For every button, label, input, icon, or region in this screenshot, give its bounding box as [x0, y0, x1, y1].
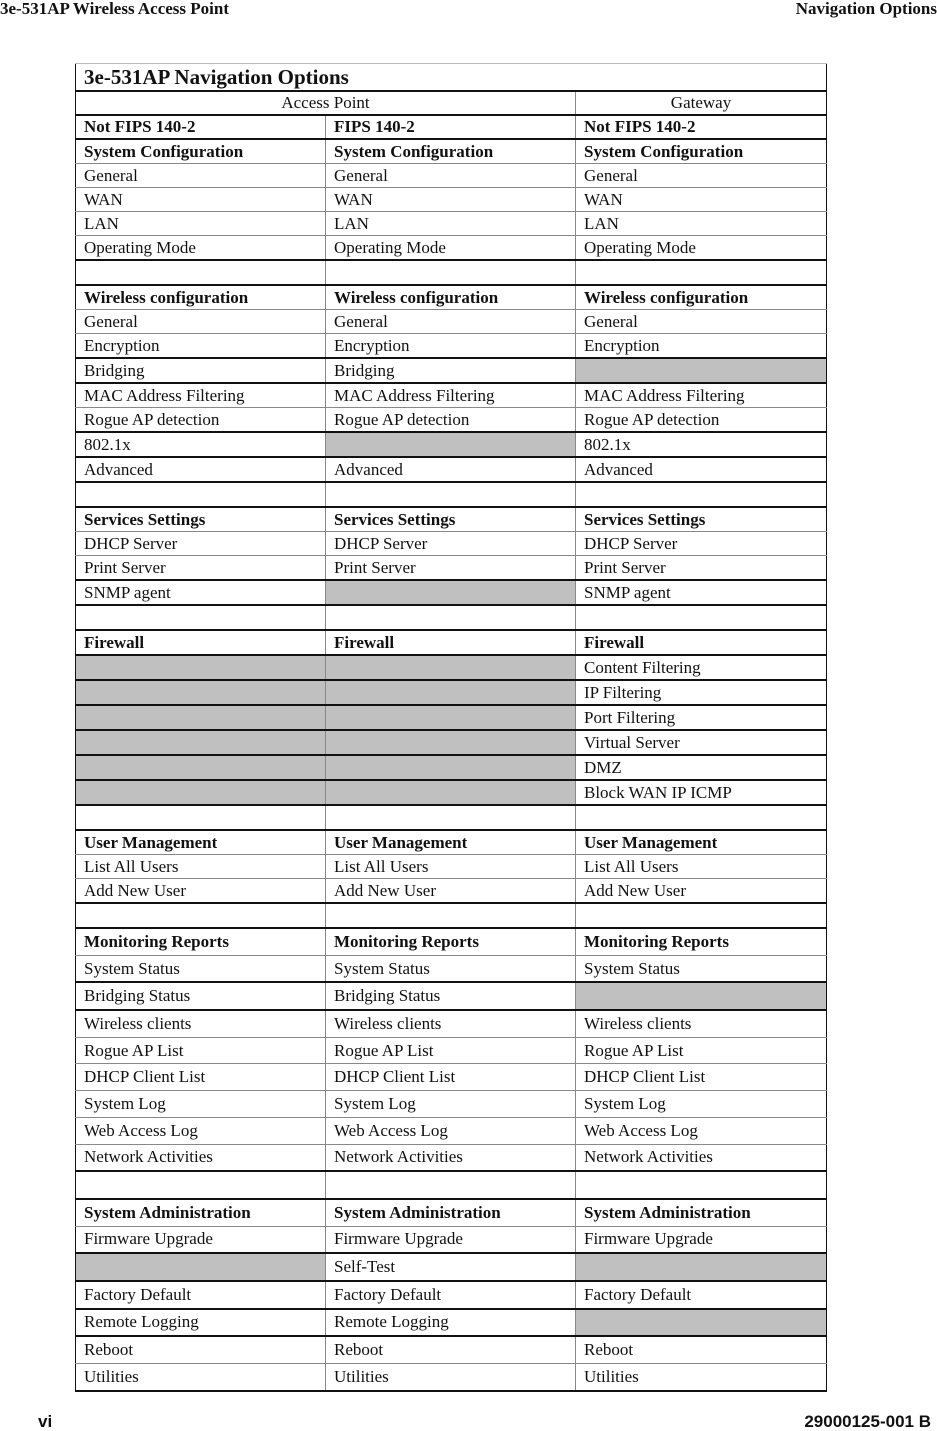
unavailable-cell: [576, 358, 827, 383]
spacer-cell: [76, 1171, 326, 1199]
section-heading-row: [76, 507, 827, 532]
menu-option-cell: Advanced: [326, 457, 576, 482]
unavailable-cell: [76, 680, 326, 705]
menu-option-cell: List All Users: [76, 855, 326, 879]
menu-option-cell: General: [76, 164, 326, 188]
menu-option-cell: MAC Address Filtering: [576, 383, 827, 408]
menu-option-cell: Reboot: [326, 1336, 576, 1363]
menu-option-cell: General: [576, 164, 827, 188]
menu-option-cell: Firmware Upgrade: [76, 1226, 326, 1253]
section-heading: Wireless configuration: [326, 285, 576, 310]
page-header-section: Navigation Options: [795, 0, 937, 18]
menu-option-cell: Rogue AP detection: [326, 408, 576, 433]
menu-option-cell: Operating Mode: [76, 236, 326, 261]
spacer-row: [76, 260, 827, 285]
table-row: [76, 1281, 827, 1309]
unavailable-cell: [76, 730, 326, 755]
table-row: [76, 188, 827, 212]
menu-option-cell: Web Access Log: [576, 1117, 827, 1144]
menu-option-cell: Bridging Status: [76, 982, 326, 1010]
section-heading: System Administration: [76, 1199, 326, 1226]
menu-option-cell: SNMP agent: [576, 580, 827, 605]
menu-option-cell: Virtual Server: [576, 730, 827, 755]
section-heading: Monitoring Reports: [576, 928, 827, 955]
menu-option-cell: DHCP Client List: [326, 1064, 576, 1091]
menu-option-cell: Operating Mode: [576, 236, 827, 261]
unavailable-cell: [326, 680, 576, 705]
table-row: [76, 164, 827, 188]
table-row: [76, 532, 827, 556]
menu-option-cell: Add New User: [326, 879, 576, 904]
menu-option-cell: Factory Default: [576, 1281, 827, 1309]
table-title: 3e-531AP Navigation Options: [76, 64, 827, 92]
table-row: [76, 755, 827, 780]
menu-option-cell: Operating Mode: [326, 236, 576, 261]
menu-option-cell: Encryption: [576, 334, 827, 359]
spacer-cell: [326, 805, 576, 830]
section-heading-row: [76, 139, 827, 164]
table-row: [76, 334, 827, 359]
spacer-cell: [76, 805, 326, 830]
menu-option-cell: System Log: [576, 1091, 827, 1118]
spacer-cell: [76, 260, 326, 285]
spacer-cell: [326, 1171, 576, 1199]
group-header-row: [76, 91, 827, 115]
table-row: [76, 1336, 827, 1363]
menu-option-cell: Firmware Upgrade: [326, 1226, 576, 1253]
menu-option-cell: General: [326, 310, 576, 334]
menu-option-cell: System Status: [576, 955, 827, 982]
navigation-options-table: [75, 63, 827, 1392]
menu-option-cell: Network Activities: [326, 1144, 576, 1171]
section-heading: System Configuration: [326, 139, 576, 164]
unavailable-cell: [576, 1309, 827, 1337]
menu-option-cell: Bridging: [76, 358, 326, 383]
menu-option-cell: DMZ: [576, 755, 827, 780]
menu-option-cell: MAC Address Filtering: [76, 383, 326, 408]
menu-option-cell: LAN: [326, 212, 576, 236]
section-heading: System Administration: [326, 1199, 576, 1226]
menu-option-cell: List All Users: [326, 855, 576, 879]
menu-option-cell: Network Activities: [76, 1144, 326, 1171]
table-row: [76, 780, 827, 805]
menu-option-cell: DHCP Client List: [76, 1064, 326, 1091]
menu-option-cell: Utilities: [576, 1364, 827, 1391]
table-row: [76, 310, 827, 334]
menu-option-cell: Reboot: [576, 1336, 827, 1363]
menu-option-cell: Encryption: [76, 334, 326, 359]
menu-option-cell: Remote Logging: [326, 1309, 576, 1337]
menu-option-cell: Rogue AP List: [76, 1037, 326, 1064]
menu-option-cell: Add New User: [76, 879, 326, 904]
menu-option-cell: General: [76, 310, 326, 334]
menu-option-cell: Utilities: [76, 1364, 326, 1391]
menu-option-cell: Advanced: [576, 457, 827, 482]
menu-option-cell: Factory Default: [326, 1281, 576, 1309]
menu-option-cell: DHCP Server: [326, 532, 576, 556]
unavailable-cell: [576, 982, 827, 1010]
menu-option-cell: System Log: [76, 1091, 326, 1118]
section-heading: User Management: [76, 830, 326, 855]
menu-option-cell: Reboot: [76, 1336, 326, 1363]
menu-option-cell: Port Filtering: [576, 705, 827, 730]
document-number: 29000125-001 B: [804, 1412, 931, 1431]
table-row: [76, 1309, 827, 1337]
menu-option-cell: System Status: [326, 955, 576, 982]
menu-option-cell: Content Filtering: [576, 655, 827, 680]
menu-option-cell: DHCP Server: [576, 532, 827, 556]
table-row: [76, 432, 827, 457]
spacer-row: [76, 1171, 827, 1199]
menu-option-cell: Wireless clients: [326, 1010, 576, 1037]
spacer-cell: [576, 482, 827, 507]
table-row: [76, 1010, 827, 1037]
section-heading: System Administration: [576, 1199, 827, 1226]
spacer-cell: [326, 605, 576, 630]
unavailable-cell: [326, 705, 576, 730]
section-heading-row: [76, 830, 827, 855]
spacer-row: [76, 482, 827, 507]
column-header-gateway-not-fips: Not FIPS 140-2: [576, 115, 827, 139]
spacer-cell: [576, 605, 827, 630]
menu-option-cell: WAN: [326, 188, 576, 212]
unavailable-cell: [76, 780, 326, 805]
table-row: [76, 358, 827, 383]
section-heading: Wireless configuration: [576, 285, 827, 310]
menu-option-cell: LAN: [76, 212, 326, 236]
menu-option-cell: Add New User: [576, 879, 827, 904]
unavailable-cell: [76, 1253, 326, 1281]
section-heading: Firewall: [576, 630, 827, 655]
spacer-cell: [76, 482, 326, 507]
column-header-ap-not-fips: Not FIPS 140-2: [76, 115, 326, 139]
unavailable-cell: [326, 580, 576, 605]
section-heading: System Configuration: [576, 139, 827, 164]
spacer-cell: [576, 903, 827, 928]
table-row: [76, 1037, 827, 1064]
unavailable-cell: [326, 780, 576, 805]
section-heading-row: [76, 630, 827, 655]
section-heading: Monitoring Reports: [76, 928, 326, 955]
menu-option-cell: DHCP Server: [76, 532, 326, 556]
menu-option-cell: 802.1x: [76, 432, 326, 457]
unavailable-cell: [326, 730, 576, 755]
table-row: [76, 383, 827, 408]
page-header-product: 3e-531AP Wireless Access Point: [0, 0, 230, 18]
menu-option-cell: Factory Default: [76, 1281, 326, 1309]
menu-option-cell: Bridging: [326, 358, 576, 383]
menu-option-cell: Advanced: [76, 457, 326, 482]
unavailable-cell: [326, 655, 576, 680]
menu-option-cell: General: [576, 310, 827, 334]
spacer-row: [76, 605, 827, 630]
menu-option-cell: LAN: [576, 212, 827, 236]
table-row: [76, 408, 827, 433]
group-header-gateway: Gateway: [576, 91, 827, 115]
menu-option-cell: Rogue AP detection: [76, 408, 326, 433]
menu-option-cell: Web Access Log: [326, 1117, 576, 1144]
table-row: [76, 705, 827, 730]
table-row: [76, 1253, 827, 1281]
spacer-cell: [576, 1171, 827, 1199]
section-heading: Services Settings: [326, 507, 576, 532]
table-row: [76, 457, 827, 482]
table-row: [76, 212, 827, 236]
menu-option-cell: MAC Address Filtering: [326, 383, 576, 408]
table-row: [76, 955, 827, 982]
table-row: [76, 680, 827, 705]
section-heading-row: [76, 928, 827, 955]
menu-option-cell: System Log: [326, 1091, 576, 1118]
menu-option-cell: Print Server: [76, 556, 326, 581]
menu-option-cell: General: [326, 164, 576, 188]
menu-option-cell: Wireless clients: [76, 1010, 326, 1037]
table-row: [76, 730, 827, 755]
unavailable-cell: [76, 755, 326, 780]
table-row: [76, 1144, 827, 1171]
menu-option-cell: Block WAN IP ICMP: [576, 780, 827, 805]
spacer-row: [76, 903, 827, 928]
unavailable-cell: [326, 755, 576, 780]
menu-option-cell: Print Server: [576, 556, 827, 581]
spacer-cell: [326, 260, 576, 285]
menu-option-cell: Rogue AP List: [576, 1037, 827, 1064]
table-row: [76, 1117, 827, 1144]
section-heading-row: [76, 285, 827, 310]
menu-option-cell: Remote Logging: [76, 1309, 326, 1337]
spacer-cell: [76, 903, 326, 928]
group-header-access-point: Access Point: [76, 91, 576, 115]
menu-option-cell: SNMP agent: [76, 580, 326, 605]
table-row: [76, 236, 827, 261]
spacer-cell: [326, 903, 576, 928]
menu-option-cell: Utilities: [326, 1364, 576, 1391]
menu-option-cell: Rogue AP detection: [576, 408, 827, 433]
spacer-cell: [576, 805, 827, 830]
menu-option-cell: WAN: [576, 188, 827, 212]
table-row: [76, 655, 827, 680]
section-heading-row: [76, 1199, 827, 1226]
menu-option-cell: WAN: [76, 188, 326, 212]
section-heading: User Management: [326, 830, 576, 855]
section-heading: Monitoring Reports: [326, 928, 576, 955]
table-row: [76, 1064, 827, 1091]
table-row: [76, 982, 827, 1010]
spacer-row: [76, 805, 827, 830]
section-heading: System Configuration: [76, 139, 326, 164]
unavailable-cell: [76, 655, 326, 680]
column-header-row: [76, 115, 827, 139]
menu-option-cell: Web Access Log: [76, 1117, 326, 1144]
table-row: [76, 556, 827, 581]
menu-option-cell: Firmware Upgrade: [576, 1226, 827, 1253]
spacer-cell: [76, 605, 326, 630]
table-row: [76, 855, 827, 879]
unavailable-cell: [76, 705, 326, 730]
table-title-row: [76, 64, 827, 92]
menu-option-cell: System Status: [76, 955, 326, 982]
table-row: [76, 580, 827, 605]
unavailable-cell: [326, 432, 576, 457]
page-number: vi: [38, 1412, 53, 1431]
menu-option-cell: Bridging Status: [326, 982, 576, 1010]
menu-option-cell: Rogue AP List: [326, 1037, 576, 1064]
table-row: [76, 1226, 827, 1253]
table-row: [76, 879, 827, 904]
section-heading: Firewall: [76, 630, 326, 655]
section-heading: Services Settings: [576, 507, 827, 532]
section-heading: Services Settings: [76, 507, 326, 532]
menu-option-cell: Self-Test: [326, 1253, 576, 1281]
section-heading: Firewall: [326, 630, 576, 655]
menu-option-cell: Encryption: [326, 334, 576, 359]
column-header-ap-fips: FIPS 140-2: [326, 115, 576, 139]
menu-option-cell: List All Users: [576, 855, 827, 879]
spacer-cell: [576, 260, 827, 285]
table-row: [76, 1364, 827, 1391]
spacer-cell: [326, 482, 576, 507]
menu-option-cell: Print Server: [326, 556, 576, 581]
menu-option-cell: 802.1x: [576, 432, 827, 457]
menu-option-cell: Wireless clients: [576, 1010, 827, 1037]
menu-option-cell: Network Activities: [576, 1144, 827, 1171]
table-row: [76, 1091, 827, 1118]
menu-option-cell: IP Filtering: [576, 680, 827, 705]
section-heading: User Management: [576, 830, 827, 855]
section-heading: Wireless configuration: [76, 285, 326, 310]
unavailable-cell: [576, 1253, 827, 1281]
menu-option-cell: DHCP Client List: [576, 1064, 827, 1091]
